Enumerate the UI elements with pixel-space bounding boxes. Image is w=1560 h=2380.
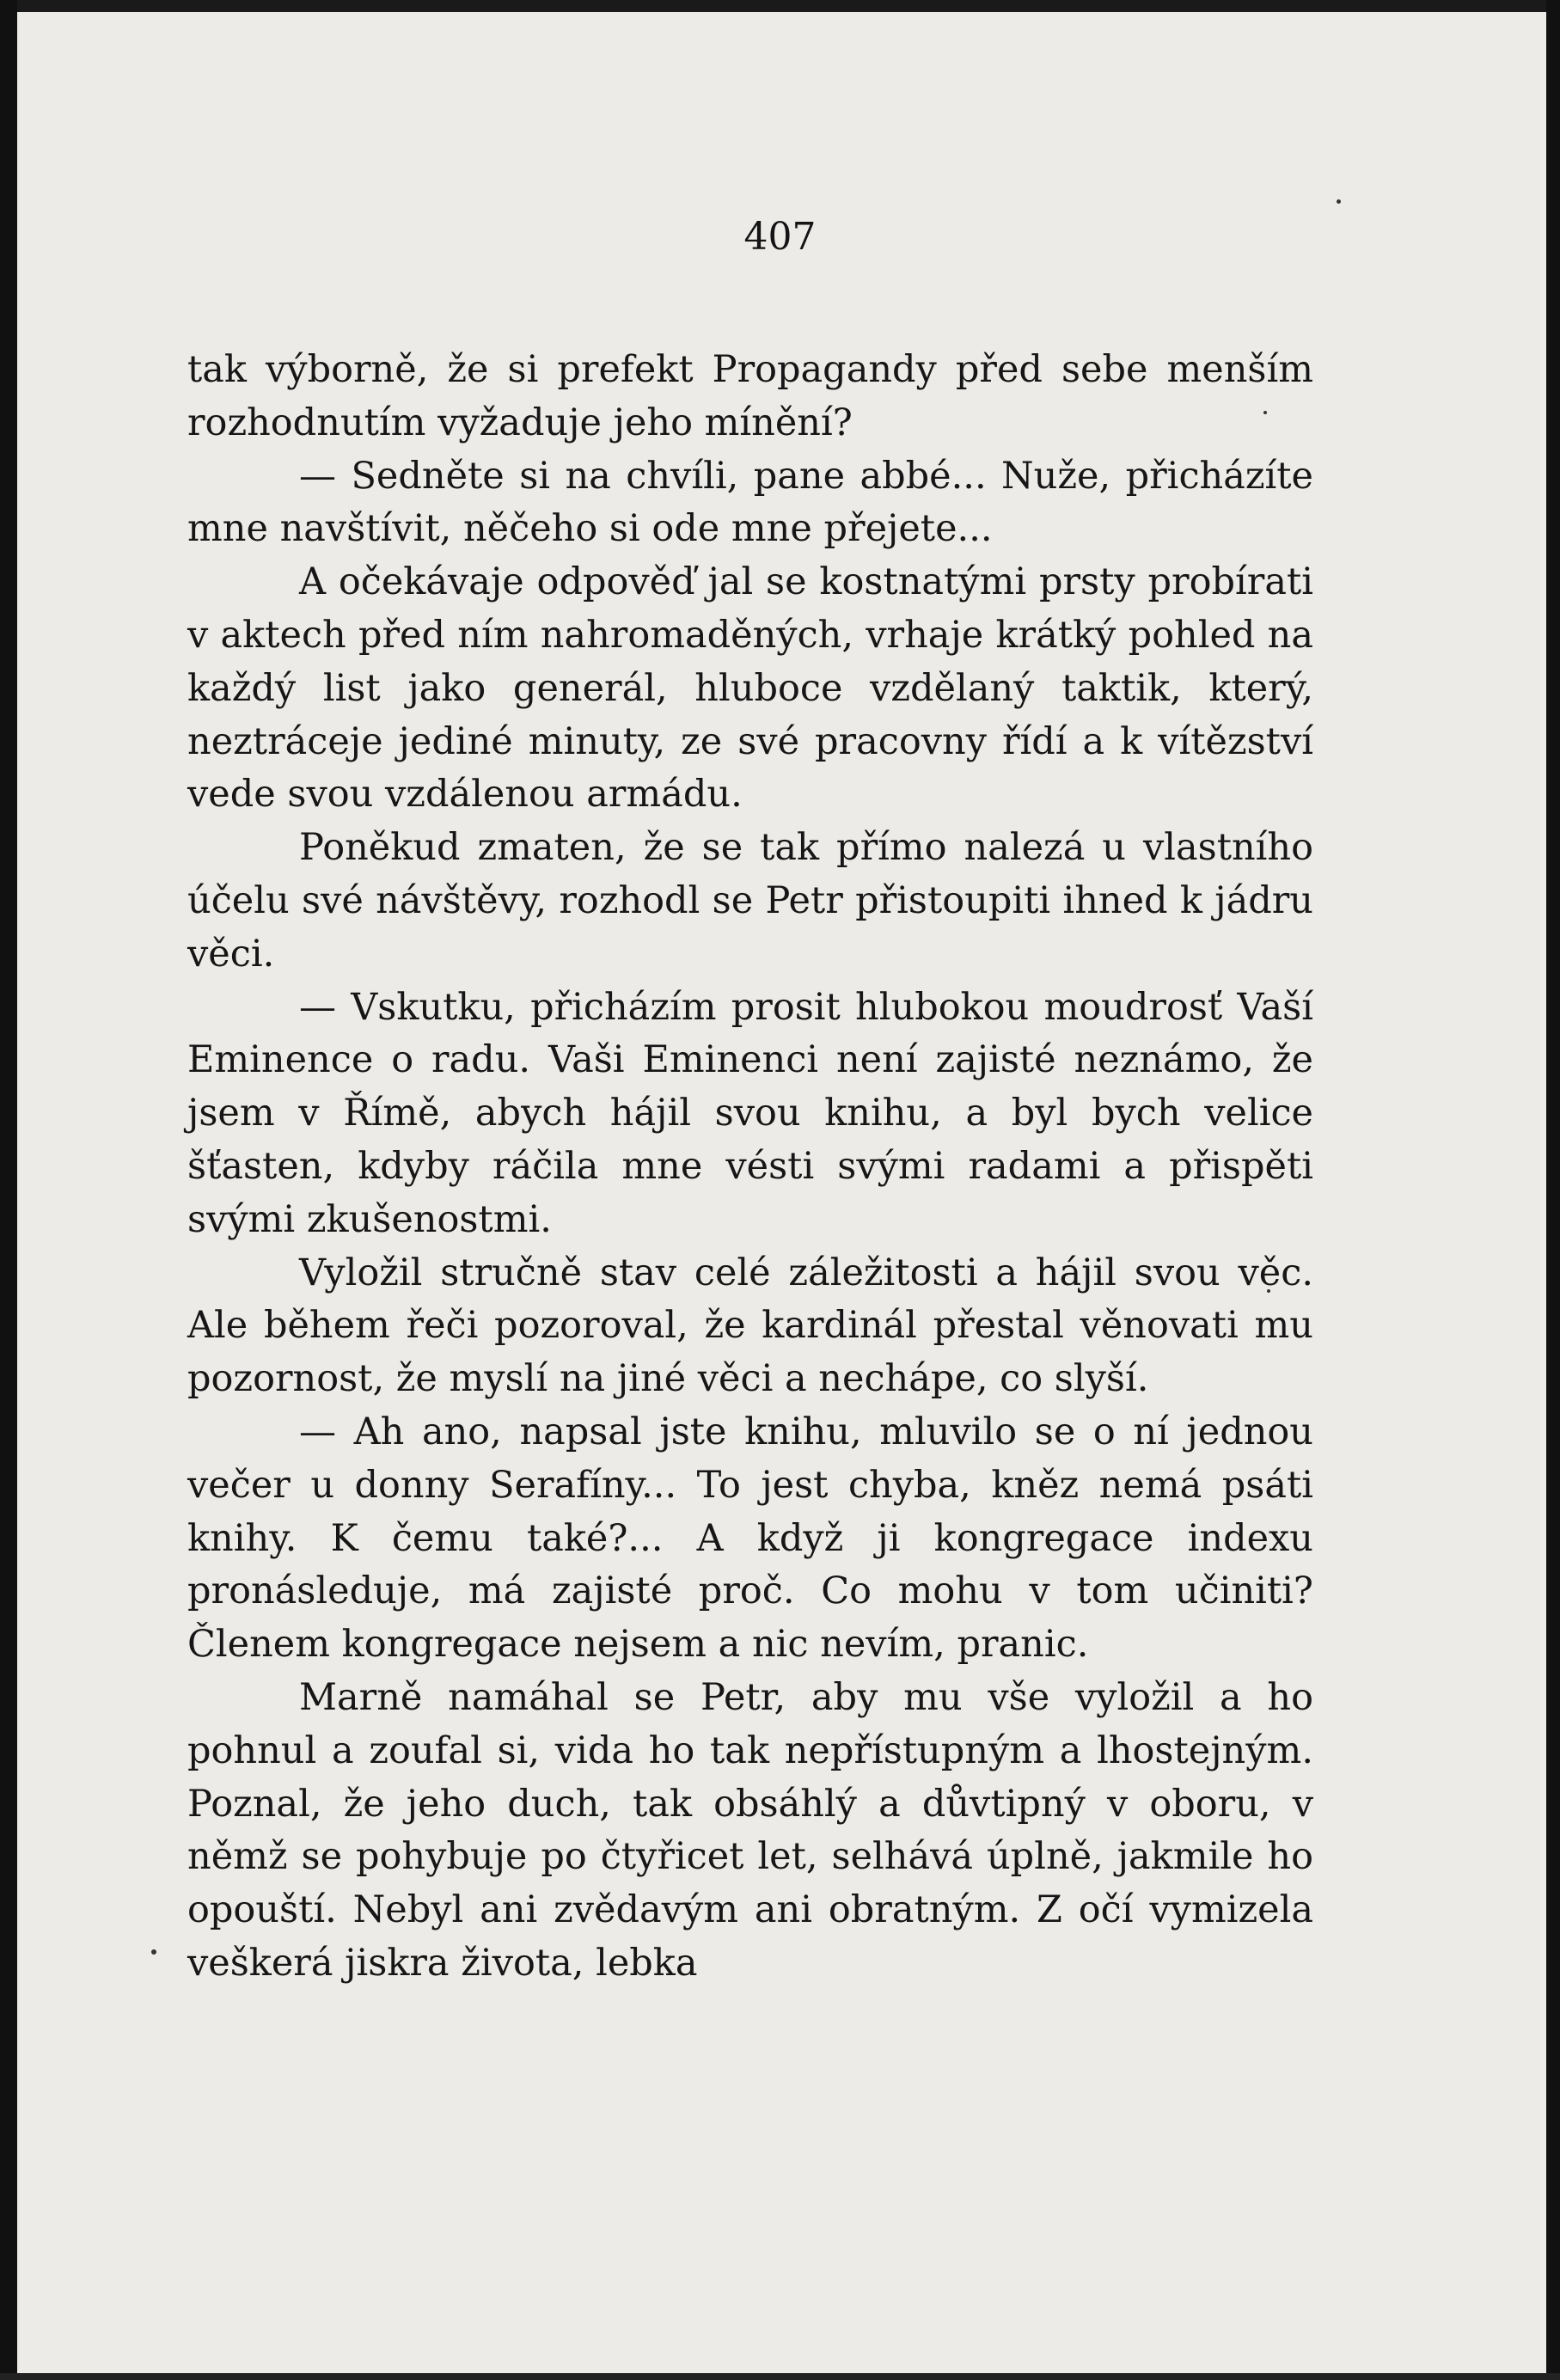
paragraph: — Sedněte si na chvíli, pane abbé... Nuže, přicházíte mne navštívit, něčeho si ode mne přejete...	[187, 454, 1313, 551]
paragraph: — Ah ano, napsal jste knihu, mluvilo se o ní jednou večer u donny Serafíny... To jest chyba, kněz nemá psáti knihy. K čemu také?... A když ji kongregace indexu pronásleduje, má zajisté proč. Co mohu v tom učiniti? Členem kongregace nejsem a nic nevím, pranic.	[187, 1410, 1313, 1667]
paragraph: — Vskutku, přicházím prosit hlubokou moudrosť Vaší Eminence o radu. Vaši Eminenci není zajisté neznámo, že jsem v Římě, abych hájil svou knihu, a byl bych velice šťasten, kdyby ráčila mne vésti svými radami a přispěti svými zkušenostmi.	[187, 985, 1313, 1241]
dust-speck	[151, 1949, 156, 1955]
scan-edge-top	[0, 0, 1560, 12]
body-text	[187, 344, 1313, 1991]
scan-edge-right	[1546, 0, 1560, 2380]
scan-edge-left	[0, 0, 17, 2380]
dust-speck	[1337, 199, 1341, 204]
paragraph: A očekávaje odpověď jal se kostnatými prsty probírati v aktech před ním nahromaděných, vrhaje krátký pohled na každý list jako generál, hluboce vzdělaný taktik, který, neztráceje jediné minuty, ze své pracovny řídí a k vítězství vede svou vzdálenou armádu.	[187, 560, 1313, 817]
paragraph: Poněkud zmaten, že se tak přímo nalezá u vlastního účelu své návštěvy, rozhodl se Petr přistoupiti ihned k jádru věci.	[187, 826, 1313, 976]
page-number: 407	[743, 215, 817, 259]
paragraph: Marně namáhal se Petr, aby mu vše vyložil a ho pohnul a zoufal si, vida ho tak nepřístupným a lhostejným. Poznal, že jeho duch, tak obsáhlý a důvtipný v oboru, v němž se pohybuje po čtyřicet let, selhává úplně, jakmile ho opouští. Nebyl ani zvědavým ani obratným. Z očí vymizela veškerá jiskra života, lebka	[187, 1675, 1313, 1985]
scan-edge-bottom	[0, 2373, 1560, 2380]
paragraph: tak výborně, že si prefekt Propagandy před sebe menším rozhodnutím vyžaduje jeho mínění?	[187, 348, 1313, 444]
paragraph: Vyložil stručně stav celé záležitosti a hájil svou věc. Ale během řeči pozoroval, že kardinál přestal věnovati mu pozornost, že myslí na jiné věci a nechápe, co slyší.	[187, 1251, 1313, 1401]
